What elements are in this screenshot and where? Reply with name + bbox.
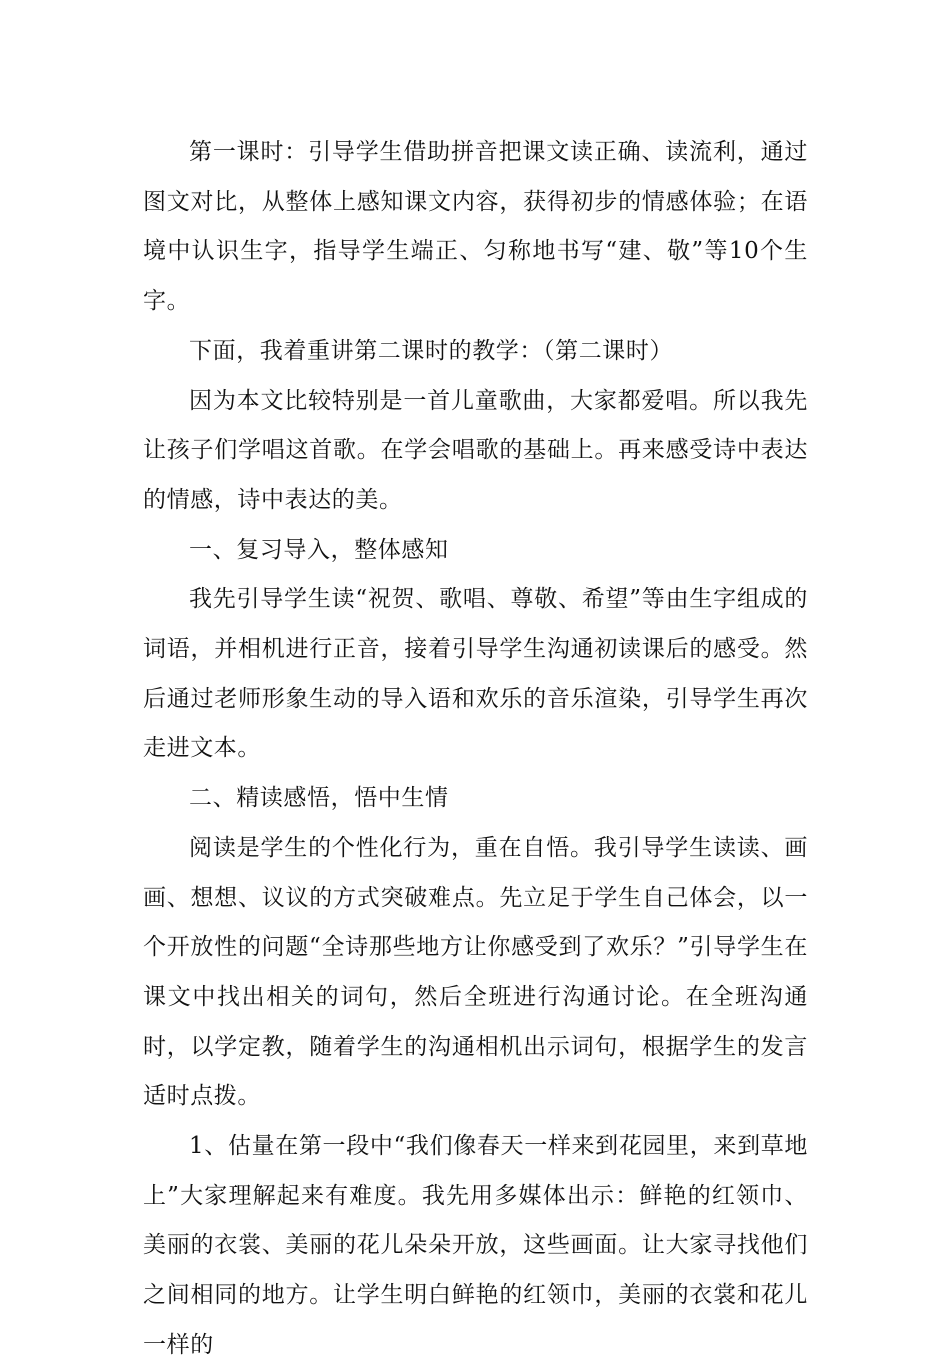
paragraph-second-lesson-intro: 下面，我着重讲第二课时的教学：（第二课时） bbox=[189, 337, 674, 364]
paragraph-song-reason: 因为本文比较特别是一首儿童歌曲，大家都爱唱。所以我先让孩子们学唱这首歌。在学会唱歌的基础上。再来感受诗中表达的情感，诗中表达的美。 bbox=[143, 387, 808, 513]
section-heading-review: 一、复习导入，整体感知 bbox=[189, 536, 449, 563]
paragraph-close-reading: 阅读是学生的个性化行为，重在自悟。我引导学生读读、画画、想想、议议的方式突破难点。先立足于学生自己体会，以一个开放性的问题“全诗那些地方让你感受到了欢乐？”引导学生在课文中找出相关的词句，然后全班进行沟通讨论。在全班沟通时，以学定教，随着学生的沟通相机出示词句，根据学生的发言适时点拨。 bbox=[143, 834, 808, 1110]
paragraph-review: 我先引导学生读“祝贺、歌唱、尊敬、希望”等由生字组成的词语，并相机进行正音，接着引导学生沟通初读课后的感受。然后通过老师形象生动的导入语和欢乐的音乐渲染，引导学生再次走进文本。 bbox=[143, 586, 808, 762]
paragraph-first-stanza: 1、估量在第一段中“我们像春天一样来到花园里，来到草地上”大家理解起来有难度。我先用多媒体出示：鲜艳的红领巾、美丽的衣裳、美丽的花儿朵朵开放，这些画面。让大家寻找他们之间相同的地方。让学生明白鲜艳的红领巾，美丽的衣裳和花儿一样的 bbox=[143, 1133, 808, 1358]
section-heading-close-reading: 二、精读感悟，悟中生情 bbox=[189, 785, 449, 812]
document-body bbox=[143, 128, 808, 1371]
paragraph-first-lesson: 第一课时：引导学生借助拼音把课文读正确、读流利，通过图文对比，从整体上感知课文内容，获得初步的情感体验；在语境中认识生字，指导学生端正、匀称地书写“建、敬”等10个生字。 bbox=[143, 139, 808, 315]
